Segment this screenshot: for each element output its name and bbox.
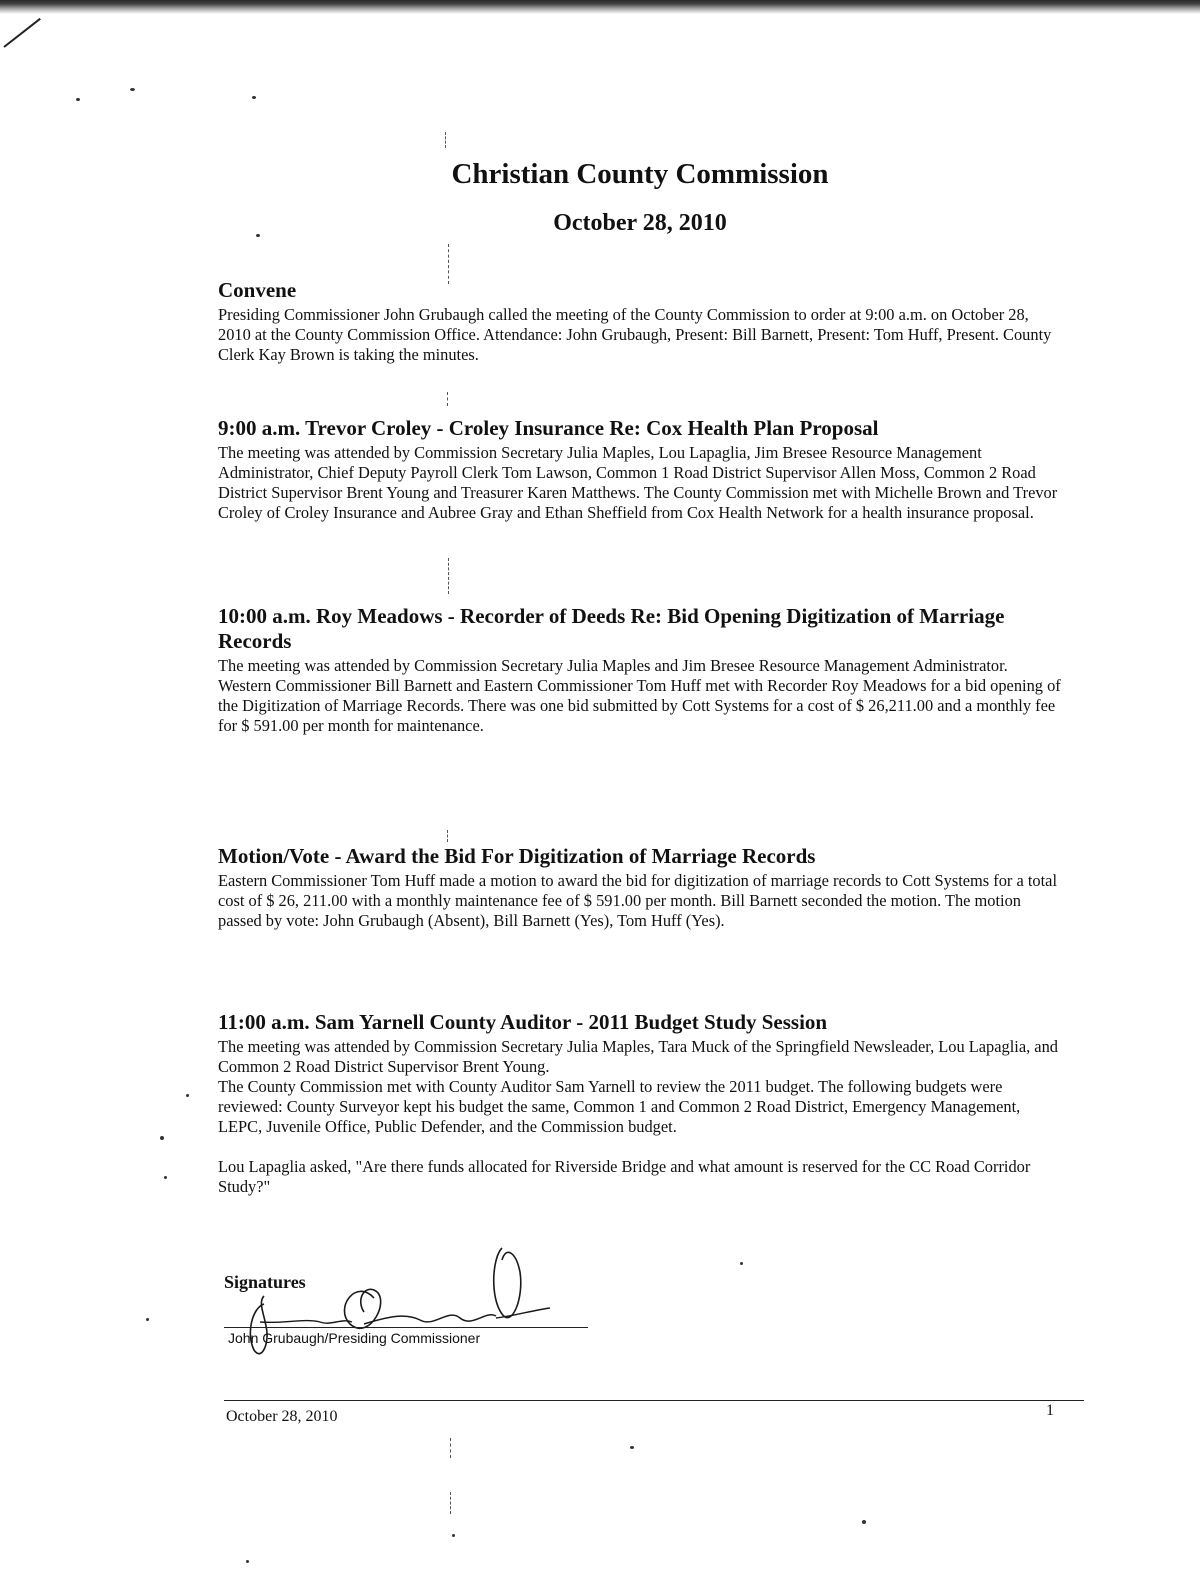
section-croley-insurance <box>218 416 1063 523</box>
scan-speck <box>186 1094 189 1097</box>
section-heading: 9:00 a.m. Trevor Croley - Croley Insurance Re: Cox Health Plan Proposal <box>218 416 879 440</box>
section-motion-vote <box>218 844 1063 931</box>
section-paragraph: The meeting was attended by Commission Secretary Julia Maples, Tara Muck of the Springfield Newsleader, Lou Lapaglia, and Common 2 Road District Supervisor Brent Young. <box>218 1037 1058 1076</box>
footer-rule <box>224 1400 1084 1401</box>
signature-line <box>224 1327 588 1328</box>
signatory-name: John Grubaugh/Presiding Commissioner <box>228 1330 481 1346</box>
section-paragraph: The meeting was attended by Commission Secretary Julia Maples and Jim Bresee Resource Management Administrator. <box>218 656 1008 675</box>
section-paragraph: The meeting was attended by Commission Secretary Julia Maples, Lou Lapaglia, Jim Bresee Resource Management Administrator, Chief Deputy Payroll Clerk Tom Lawson, Common 1 Road District Supervisor Allen Moss, Common 2 Road District Supervisor Brent Young and Treasurer Karen Matthews. The County Commission met with Michelle Brown and Trevor Croley of Croley Insurance and Aubree Gray and Ethan Sheffield from Cox Health Network for a health insurance proposal. <box>218 443 1058 522</box>
section-paragraph: The County Commission met with County Auditor Sam Yarnell to review the 2011 budget. The following budgets were reviewed: County Surveyor kept his budget the same, Common 1 and Common 2 Road District, Emergency Management, LEPC, Juvenile Office, Public Defender, and the Commission budget. <box>218 1077 1021 1136</box>
section-heading: Motion/Vote - Award the Bid For Digitization of Marriage Records <box>218 844 816 868</box>
section-paragraph: Eastern Commissioner Tom Huff made a motion to award the bid for digitization of marriage records to Cott Systems for a total cost of $ 26, 211.00 with a monthly maintenance fee of $ 591.00 per month. Bill Barnett seconded the motion. The motion passed by vote: John Grubaugh (Absent), Bill Barnett (Yes), Tom Huff (Yes). <box>218 871 1057 930</box>
scan-top-edge <box>0 0 1200 14</box>
page-title: Christian County Commission <box>451 158 829 190</box>
scan-dash <box>448 558 450 594</box>
section-paragraph: Presiding Commissioner John Grubaugh called the meeting of the County Commission to order at 9:00 a.m. on October 28, 2010 at the County Commission Office. Attendance: John Grubaugh, Present: Bill Barnett, Present: Tom Huff, Present. County Clerk Kay Brown is taking the minutes. <box>218 305 1052 364</box>
scan-speck <box>146 1318 149 1321</box>
page-date: October 28, 2010 <box>553 210 727 236</box>
scan-speck <box>164 1176 167 1179</box>
page-number: 1 <box>1046 1402 1054 1419</box>
section-heading: 11:00 a.m. Sam Yarnell County Auditor - 2011 Budget Study Session <box>218 1010 828 1034</box>
scan-speck <box>246 1560 249 1563</box>
scan-dash <box>447 392 449 406</box>
signatures-heading: Signatures <box>224 1272 306 1292</box>
scan-speck <box>252 96 256 99</box>
section-heading: Convene <box>218 278 297 302</box>
scan-speck <box>740 1262 743 1265</box>
scan-dash <box>445 132 447 148</box>
scan-corner-mark <box>3 18 40 48</box>
scan-dash <box>450 1492 452 1514</box>
handwritten-signature <box>224 1238 594 1368</box>
scan-speck <box>130 88 135 91</box>
footer-date: October 28, 2010 <box>226 1408 338 1425</box>
section-heading: 10:00 a.m. Roy Meadows - Recorder of Deeds Re: Bid Opening Digitization of Marriage Records <box>218 604 1005 653</box>
section-convene <box>218 278 1063 365</box>
section-budget-session <box>218 1010 1063 1197</box>
scan-speck <box>452 1534 455 1537</box>
signature-block <box>224 1268 594 1368</box>
scan-speck <box>160 1136 164 1140</box>
scan-dash <box>450 1438 452 1458</box>
section-bid-opening <box>218 604 1063 736</box>
section-paragraph: Western Commissioner Bill Barnett and Eastern Commissioner Tom Huff met with Recorder Roy Meadows for a bid opening of the Digitization of Marriage Records. There was one bid submitted by Cott Systems for a cost of $ 26,211.00 and a monthly fee for $ 591.00 per month for maintenance. <box>218 676 1061 735</box>
scan-dash <box>447 830 449 842</box>
section-paragraph: Lou Lapaglia asked, "Are there funds allocated for Riverside Bridge and what amount is reserved for the CC Road Corridor Study?" <box>218 1157 1031 1196</box>
scan-speck <box>76 98 80 101</box>
scan-speck <box>630 1446 634 1449</box>
scan-speck <box>862 1520 866 1524</box>
